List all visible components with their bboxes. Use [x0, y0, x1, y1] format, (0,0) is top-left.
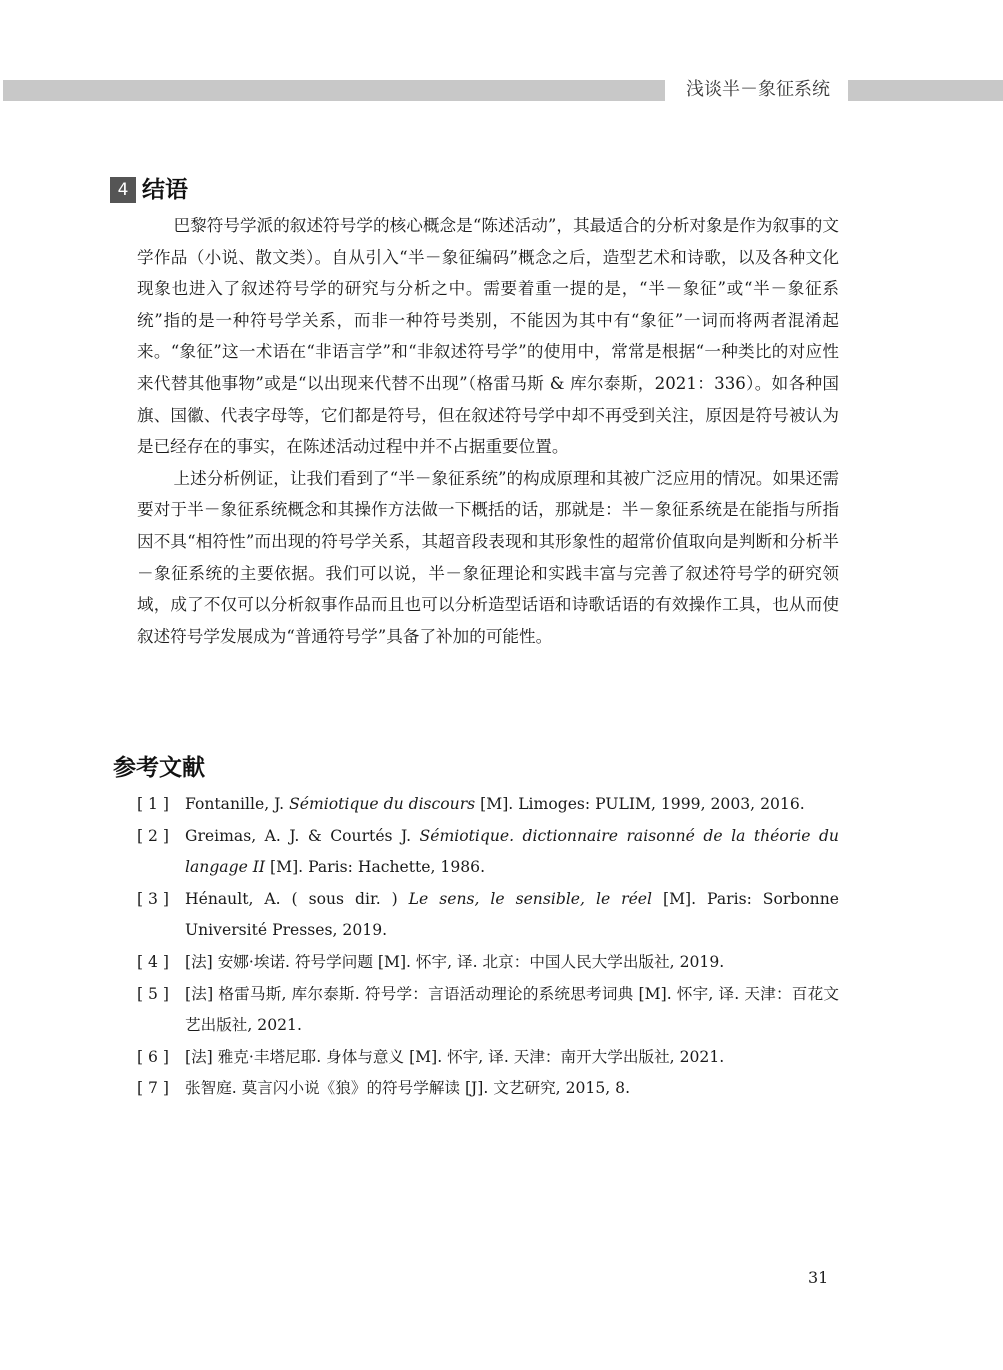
- reference-list: [137, 789, 839, 1105]
- reference-item: [137, 884, 839, 947]
- reference-number: [ 1 ]: [137, 795, 170, 813]
- reference-text: [法] 格雷马斯, 库尔泰斯. 符号学：言语活动理论的系统思考词典 [M]. 怀宇, 译. 天津：百花文艺出版社, 2021.: [185, 984, 839, 1035]
- reference-item: [137, 1073, 839, 1105]
- reference-item: [137, 979, 839, 1042]
- reference-title: Sémiotique. dictionnaire raisonné de la théorie du langage II: [185, 826, 839, 877]
- header-bar-right: [848, 80, 1003, 101]
- reference-item: [137, 789, 839, 821]
- paragraph: 上述分析例证，让我们看到了“半－象征系统”的构成原理和其被广泛应用的情况。如果还需要对于半－象征系统概念和其操作方法做一下概括的话，那就是：半－象征系统是在能指与所指因不具“相符性”而出现的符号学关系，其超音段表现和其形象性的超常价值取向是判断和分析半－象征系统的主要依据。我们可以说，半－象征理论和实践丰富与完善了叙述符号学的研究领域，成了不仅可以分析叙事作品而且也可以分析造型话语和诗歌话语的有效操作工具，也从而使叙述符号学发展成为“普通符号学”具备了补加的可能性。: [137, 468, 839, 646]
- section-number-badge: 4: [110, 177, 136, 203]
- reference-item: [137, 947, 839, 979]
- reference-text: [法] 雅克·丰塔尼耶. 身体与意义 [M]. 怀宇, 译. 天津：南开大学出版社, 2021.: [185, 1047, 725, 1066]
- reference-number: [ 5 ]: [137, 984, 170, 1003]
- section-heading: [110, 174, 188, 206]
- reference-source: [M]. Paris: Sorbonne Université Presses, 2019.: [185, 889, 839, 940]
- reference-text: 张智庭. 莫言闪小说《狼》的符号学解读 [J]. 文艺研究, 2015, 8.: [185, 1079, 631, 1098]
- reference-text: [法] 安娜·埃诺. 符号学问题 [M]. 怀宇, 译. 北京：中国人民大学出版社, 2019.: [185, 952, 725, 971]
- reference-number: [ 3 ]: [137, 889, 170, 908]
- reference-item: [137, 1042, 839, 1074]
- references-heading: 参考文献: [113, 755, 205, 781]
- reference-item: [137, 821, 839, 884]
- reference-text: Greimas, A. J. & Courtés J.: [185, 826, 420, 845]
- body-text: [137, 210, 839, 652]
- reference-number: [ 7 ]: [137, 1079, 170, 1098]
- section-title: 结语: [142, 177, 188, 203]
- reference-source: [M]. Limoges: PULIM, 1999, 2003, 2016.: [475, 795, 805, 813]
- paragraph: 巴黎符号学派的叙述符号学的核心概念是“陈述活动”，其最适合的分析对象是作为叙事的文学作品（小说、散文类）。自从引入“半－象征编码”概念之后，造型艺术和诗歌，以及各种文化现象也进入了叙述符号学的研究与分析之中。需要着重一提的是，“半－象征”或“半－象征系统”指的是一种符号学关系，而非一种符号类别，不能因为其中有“象征”一词而将两者混淆起来。“象征”这一术语在“非语言学”和“非叙述符号学”的使用中，常常是根据“一种类比的对应性来代替其他事物”或是“以出现来代替不出现”（格雷马斯 & 库尔泰斯，2021：336）。如各种国旗、国徽、代表字母等，它们都是符号，但在叙述符号学中却不再受到关注，原因是符号被认为是已经存在的事实，在陈述活动过程中并不占据重要位置。: [137, 216, 839, 457]
- reference-text: Hénault, A. ( sous dir. ): [185, 889, 409, 908]
- reference-number: [ 4 ]: [137, 952, 170, 971]
- reference-source: [M]. Paris: Hachette, 1986.: [265, 858, 486, 877]
- running-title: 浅谈半－象征系统: [686, 79, 830, 100]
- reference-number: [ 2 ]: [137, 826, 170, 845]
- header-bar-left: [3, 80, 665, 101]
- reference-title: Sémiotique du discours: [289, 795, 476, 813]
- page-number: 31: [808, 1268, 829, 1287]
- reference-number: [ 6 ]: [137, 1047, 170, 1066]
- reference-title: Le sens, le sensible, le réel: [408, 889, 653, 908]
- reference-text: Fontanille, J.: [185, 795, 290, 813]
